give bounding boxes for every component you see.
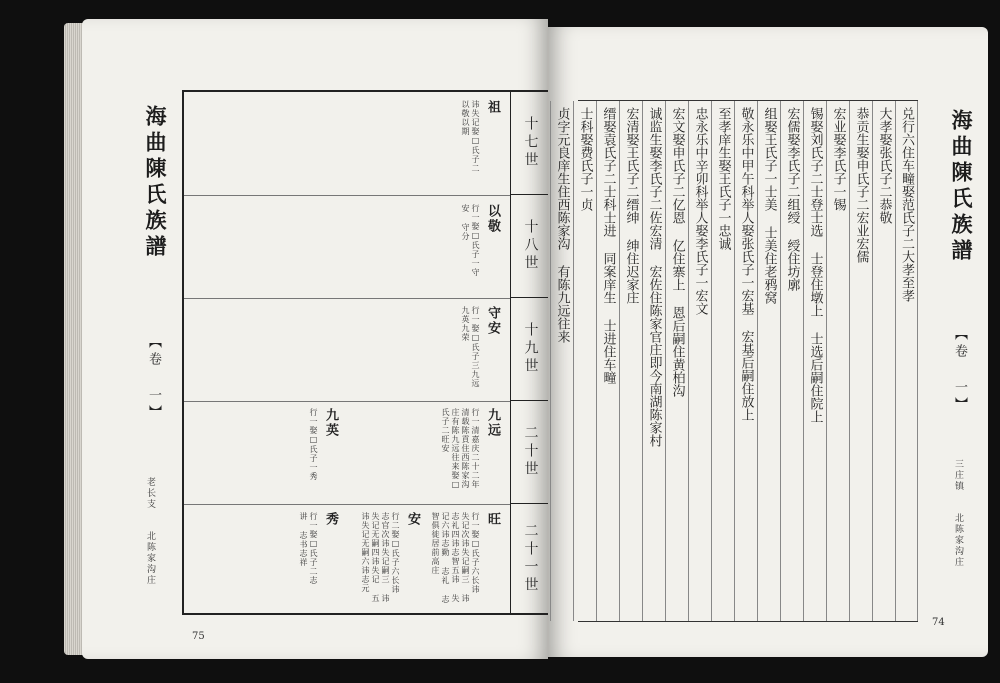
column-text: 贞字元良庠生住西陈家沟 有陈九远往来 bbox=[554, 107, 570, 343]
column-text: 宏清娶王氏子二缙绅 绅住迟家庄 bbox=[623, 107, 639, 304]
generation-cell bbox=[511, 92, 550, 195]
left-page bbox=[82, 19, 548, 659]
lineage-entry bbox=[460, 100, 502, 180]
generation-cell bbox=[511, 504, 550, 613]
column-text: 至孝庠生娶王氏子一忠诚 bbox=[715, 107, 731, 250]
person-name: 安 bbox=[405, 512, 420, 527]
person-note: 行二娶□氏子六长讳 志官次讳失记嗣三 讳失记无嗣四讳失记 五讳失记无嗣六讳志元 bbox=[361, 512, 400, 603]
text-column bbox=[826, 101, 849, 621]
column-text: 组娶王氏子一士美 士美住老鸦窝 bbox=[761, 107, 777, 304]
generation-cell bbox=[511, 195, 550, 298]
lineage-entry bbox=[440, 408, 502, 496]
column-text: 宏儒娶李氏子二组绶 绶住坊廓 bbox=[784, 107, 800, 291]
text-column bbox=[780, 101, 803, 621]
lineage-entry bbox=[460, 204, 502, 284]
text-column bbox=[872, 101, 895, 621]
column-text: 忠永乐中辛卯科举人娶李氏子一宏文 bbox=[692, 107, 708, 315]
text-column bbox=[688, 101, 711, 621]
generation-label: 十九世 bbox=[522, 322, 539, 376]
row-divider bbox=[184, 298, 510, 299]
lineage-entry bbox=[360, 512, 422, 604]
generation-column bbox=[510, 92, 550, 613]
text-column bbox=[734, 101, 757, 621]
lineage-entry bbox=[308, 408, 340, 488]
lineage-entry bbox=[298, 512, 340, 592]
row-divider bbox=[184, 195, 510, 196]
right-page bbox=[548, 27, 988, 657]
text-column bbox=[619, 101, 642, 621]
person-name: 以敬 bbox=[485, 204, 500, 234]
column-text: 缙娶袁氏子二士科士进 同案庠生 士进住车疃 bbox=[600, 107, 616, 384]
open-book bbox=[20, 5, 985, 670]
region-label: 三庄镇 bbox=[953, 459, 963, 492]
text-columns bbox=[554, 100, 918, 622]
generation-cell bbox=[511, 401, 550, 504]
branch-label: 老长支 bbox=[145, 477, 155, 510]
person-note: 行一娶□氏子一守安 守分 bbox=[461, 204, 480, 277]
left-page-number: 75 bbox=[192, 631, 205, 642]
person-note: 讳失记娶□氏子二 以敬以期 bbox=[461, 100, 480, 173]
text-column bbox=[895, 101, 918, 621]
row-divider bbox=[184, 504, 510, 505]
person-note: 行一娶□氏子一秀 bbox=[309, 408, 318, 481]
left-volume-label: 【卷 一】 bbox=[146, 335, 161, 422]
text-column bbox=[573, 101, 596, 621]
right-volume-label: 【卷 一】 bbox=[952, 327, 967, 414]
column-text: 诚监生娶李氏子二佐宏清 宏佐住陈家官庄即今南湖陈家村 bbox=[646, 107, 662, 447]
column-text: 宏业娶李氏子一锡 bbox=[830, 107, 846, 211]
text-column bbox=[642, 101, 665, 621]
column-text: 士科娶费氏子一贞 bbox=[577, 107, 593, 211]
generation-label: 二十世 bbox=[522, 425, 539, 479]
column-text: 兑行六住车疃娶范氏子二大孝至孝 bbox=[899, 107, 914, 302]
lineage-table bbox=[182, 90, 552, 615]
person-note: 行一娶□氏子二志讲 志书志祥 bbox=[299, 512, 318, 585]
column-text: 恭贡生娶申氏子二宏业宏儒 bbox=[853, 107, 869, 263]
column-text: 大孝娶张氏子二恭敬 bbox=[876, 107, 892, 224]
column-text: 宏文娶申氏子二亿恩 亿住寨上 恩后嗣住黄柏沟 bbox=[669, 107, 685, 397]
text-column bbox=[849, 101, 872, 621]
text-column bbox=[711, 101, 734, 621]
person-name: 旺 bbox=[485, 512, 500, 527]
generation-label: 十八世 bbox=[522, 219, 539, 273]
column-text: 敬永乐中甲午科举人娶张氏子一宏基 宏基后嗣住放上 bbox=[738, 107, 754, 421]
person-name: 祖 bbox=[485, 100, 500, 115]
text-column bbox=[803, 101, 826, 621]
left-page-title: 海曲陳氏族譜 bbox=[143, 105, 168, 261]
lineage-entry bbox=[430, 512, 502, 604]
lineage-entry bbox=[460, 306, 502, 388]
person-note: 行一娶□氏子三九远 九英九荣 bbox=[461, 306, 480, 388]
generation-cell bbox=[511, 298, 550, 401]
person-note: 行一清嘉庆二十二年 清载陈貢住西陈家沟 庄有陈九远往来娶□ 氏子二旺安 bbox=[441, 408, 480, 490]
person-note: 行一娶□氏子六长讳 失记次讳失记嗣三 讳志礼四讳志智五讳 失记六讳志勤 志礼 志智俱徙居前高庄 bbox=[431, 512, 480, 604]
row-divider bbox=[184, 401, 510, 402]
person-name: 秀 bbox=[323, 512, 338, 527]
right-page-number: 74 bbox=[932, 617, 945, 628]
text-column bbox=[550, 101, 573, 621]
person-name: 九远 bbox=[485, 408, 500, 438]
generation-label: 十七世 bbox=[522, 116, 539, 170]
text-column bbox=[757, 101, 780, 621]
person-name: 守安 bbox=[485, 306, 500, 336]
person-name: 九英 bbox=[323, 408, 338, 438]
text-column bbox=[665, 101, 688, 621]
column-text: 锡娶刘氏子二士登士选 士登住墩上 士选后嗣住院上 bbox=[807, 107, 823, 423]
text-column bbox=[596, 101, 619, 621]
left-location-label: 北陈家沟庄 bbox=[145, 531, 155, 586]
generation-label: 二十一世 bbox=[522, 522, 539, 595]
right-page-title: 海曲陳氏族譜 bbox=[949, 109, 974, 265]
right-location-label: 北陈家沟庄 bbox=[953, 513, 963, 568]
